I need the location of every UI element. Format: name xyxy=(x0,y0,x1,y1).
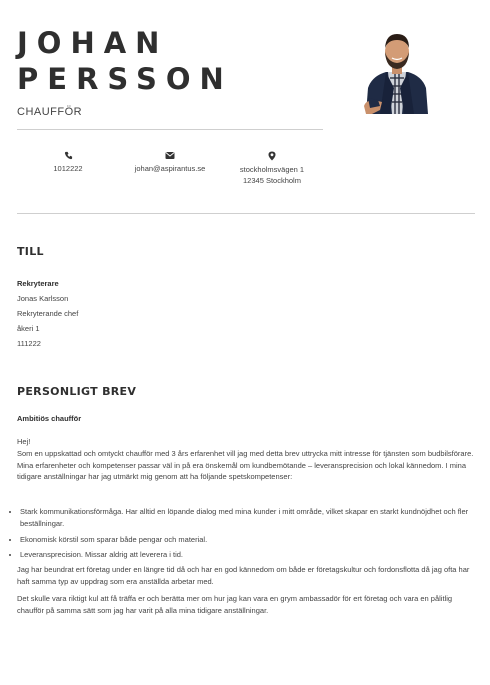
address-line-2: 12345 Stockholm xyxy=(243,176,301,185)
phone-number[interactable]: 1012222 xyxy=(53,164,83,173)
letter-intro xyxy=(17,436,480,483)
letter-paragraph-2: Jag har beundrat ert företag under en längre tid då och har en god kännedom om både er företagskultur och fordonsflotta då jag ofta har haft samma typ av uppdrag som era anställda arbetar med. xyxy=(17,565,470,586)
letter-greeting: Hej! xyxy=(17,437,31,446)
recipient-block xyxy=(17,276,78,351)
letter-subtitle: Ambitiös chaufför xyxy=(17,414,82,423)
letter-paragraph-3: Det skulle vara riktigt kul att få träffa er och berätta mer om hur jag kan vara en grym ambassadör för ert företag och vara en pålitlig chaufför på samma sätt som jag har varit på alla mina tidigare anställningar. xyxy=(17,594,453,615)
recipient-phone: 111222 xyxy=(17,339,41,348)
strengths-list xyxy=(9,506,490,565)
letter-section-title: PERSONLIGT BREV xyxy=(17,385,137,398)
contact-address xyxy=(222,151,322,186)
map-pin-icon xyxy=(268,151,276,161)
last-name: PERSSON xyxy=(17,62,233,96)
header-divider xyxy=(17,129,323,130)
profile-photo xyxy=(362,28,432,114)
first-name: JOHAN xyxy=(17,26,169,60)
contact-phone xyxy=(38,151,98,174)
recipient-role: Rekryterare xyxy=(17,279,59,288)
letter-intro-text: Som en uppskattad och omtyckt chaufför med 3 års erfarenhet vill jag med detta brev uttrycka mitt intresse för tjänsten som budbilsförare. Mina erfarenheter och kompetenser passar väl in på era önskemål om kundbemötande – leveransprecision och lokal kännedom. I mina tidigare anställningar har jag utmärkt mig genom att ha följande spetskompetenser: xyxy=(17,448,474,482)
recipient-company: åkeri 1 xyxy=(17,324,40,333)
job-title: CHAUFFÖR xyxy=(17,106,83,118)
contact-email xyxy=(120,151,220,174)
recipient-title: Rekryterande chef xyxy=(17,309,79,318)
phone-icon xyxy=(64,151,73,160)
list-item: • Leveransprecision. Missar aldrig att leverera i tid. xyxy=(20,549,490,561)
envelope-icon xyxy=(165,151,175,160)
recipient-name: Jonas Karlsson xyxy=(17,294,69,303)
list-item: • Stark kommunikationsförmåga. Har alltid en löpande dialog med mina kunder i mitt område, vilket skapar en starkt kundnöjdhet och fler beställningar. xyxy=(20,506,490,530)
list-item: • Ekonomisk körstil som sparar både pengar och material. xyxy=(20,534,490,546)
email-address[interactable]: johan@aspirantus.se xyxy=(134,164,206,173)
address-line-1: stockholmsvägen 1 xyxy=(239,165,305,174)
to-section-title: TILL xyxy=(17,245,44,258)
contact-divider xyxy=(17,213,475,214)
